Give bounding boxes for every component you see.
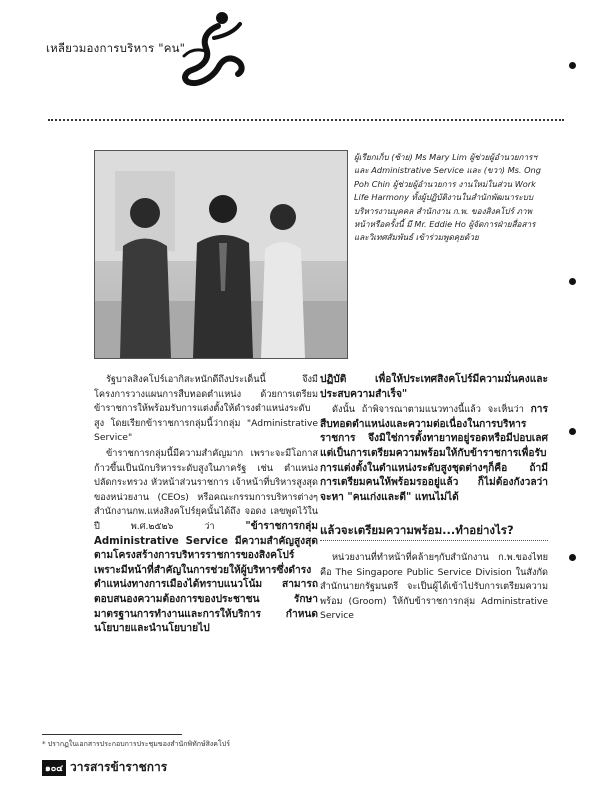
journal-title: วารสารข้าราชการ	[70, 760, 168, 774]
paragraph	[320, 403, 548, 505]
margin-bullet-icon	[569, 428, 576, 435]
paragraph: หน่วยงานที่ทำหน้าที่คล้ายๆกับสำนักงาน ก.พ.ของไทย คือ The Singapore Public Service Division ในสังกัดสำนักนายกรัฐมนตรี จะเป็นผู้ได้เข้าไปรับการเตรียมความพร้อม (Groom) ให้กับข้าราชการกลุ่ม Administrative Service	[320, 551, 548, 622]
paragraph-text: ดังนั้น ถ้าพิจารณาตามแนวทางนี้แล้ว จะเห็นว่า	[332, 404, 524, 416]
footnote: * ปรากฏในเอกสารประกอบการประชุมของสำนักพิทักษ์สิงคโปร์	[42, 740, 230, 748]
paragraph	[94, 447, 318, 637]
margin-bullet-icon	[569, 62, 576, 69]
page-number: ๑๐๔	[42, 760, 66, 776]
section-header: เหลียวมองการบริหาร "คน"	[46, 41, 186, 55]
photo-caption: ผู้เรียกเก็บ (ซ้าย) Ms Mary Lim ผู้ช่วยผู้อำนวยการฯ และ Administrative Service และ (ขวา) Ms. Ong Poh Chin ผู้ช่วยผู้อำนวยการ งานใหม่ในส่วน Work Life Harmony ทั้งผู้ปฏิบัติงานในสำนักพัฒนาระบบ บริหารงานบุคคล สำนักงาน ก.พ. ของสิงคโปร์ ภาพหน้าหรือครั้งนี้ มี Mr. Eddie Ho ผู้จัดการฝ่ายสื่อสารและวิเทศสัมพันธ์ เข้าร่วมพูดคุยด้วย	[354, 152, 541, 243]
margin-bullet-icon	[569, 278, 576, 285]
footnote-rule	[42, 734, 182, 735]
right-column	[320, 373, 548, 625]
page-footer	[42, 758, 167, 777]
paragraph-text: ข้าราชการกลุ่มนี้มีความสำคัญมาก เพราะจะมีโอกาสก้าวขึ้นเป็นนักบริหารระดับสูงในภาครัฐ เช่น ตำแหน่งปลัดกระทรวง หัวหน้าส่วนราชการ เจ้าหน้าที่บริหารสูงสุดของหน่วยงาน (CEOs) หรือคณะกรรมการบริหารต่างๆ สำนักงานกพ.แห่งสิงคโปร์ยุคนั้นได้ถึง จอดง เลขพูดไว้ในปี พ.ศ.๒๕๒๖ ว่า	[94, 447, 318, 532]
left-column	[94, 373, 318, 638]
margin-bullet-icon	[569, 554, 576, 561]
group-photo	[94, 150, 348, 359]
dotted-divider	[48, 119, 564, 121]
quote-text: "ข้าราชการกลุ่ม Administrative Service มีความสำคัญสูงสุดตามโครงสร้างการบริหารราชการของสิงคโปร์ เพราะมีหน้าที่สำคัญในการช่วยให้ผู้บริหารซึ่งดำรงตำแหน่งทางการเมืองได้ทราบแนวโน้ม สามารถตอบสนองความต้องการของประชาชน รักษามาตรฐานการทำงานและการให้บริการ กำหนดนโยบายและนำนโยบายไป	[94, 520, 318, 635]
quote-continuation: ปฏิบัติ เพื่อให้ประเทศสิงคโปร์มีความมั่นคงและประสบความสำเร็จ"	[320, 374, 548, 400]
paragraph: รัฐบาลสิงคโปร์เอากิสะหนักดีถึงประเด็นนี้ จึงมีโครงการวางแผนการสืบทอดตำแหน่ง ด้วยการเตรียมข้าราชการให้พร้อมรับการแต่งตั้งให้ดำรงตำแหน่งระดับสูง โดยเรียกข้าราชการกลุ่มนี้ว่ากลุ่ม "Administrative Service"	[94, 374, 318, 444]
emphasis-text: การสืบทอดตำแหน่งและความต่อเนื่องในการบริหารราชการ จึงมิใช่การตั้งทายาทอยู่รอดหรือมีปอบเลศ แต่เป็นการเตรียมความพร้อมให้กับข้าราชการเพื่อรับการแต่งตั้งในตำแหน่งระดับสูงชุดต่างๆก็คือ ถ้ามีการเตรียมคนให้พร้อมรออยู่แล้ว ก็ไม่ต้องกังวลว่า จะหา "คนเก่งและดี" แทนไม่ได้	[320, 404, 549, 503]
section-subheading: แล้วจะเตรียมความพร้อม...ทำอย่างไร?	[320, 523, 548, 541]
dancer-logo-icon	[178, 8, 248, 90]
